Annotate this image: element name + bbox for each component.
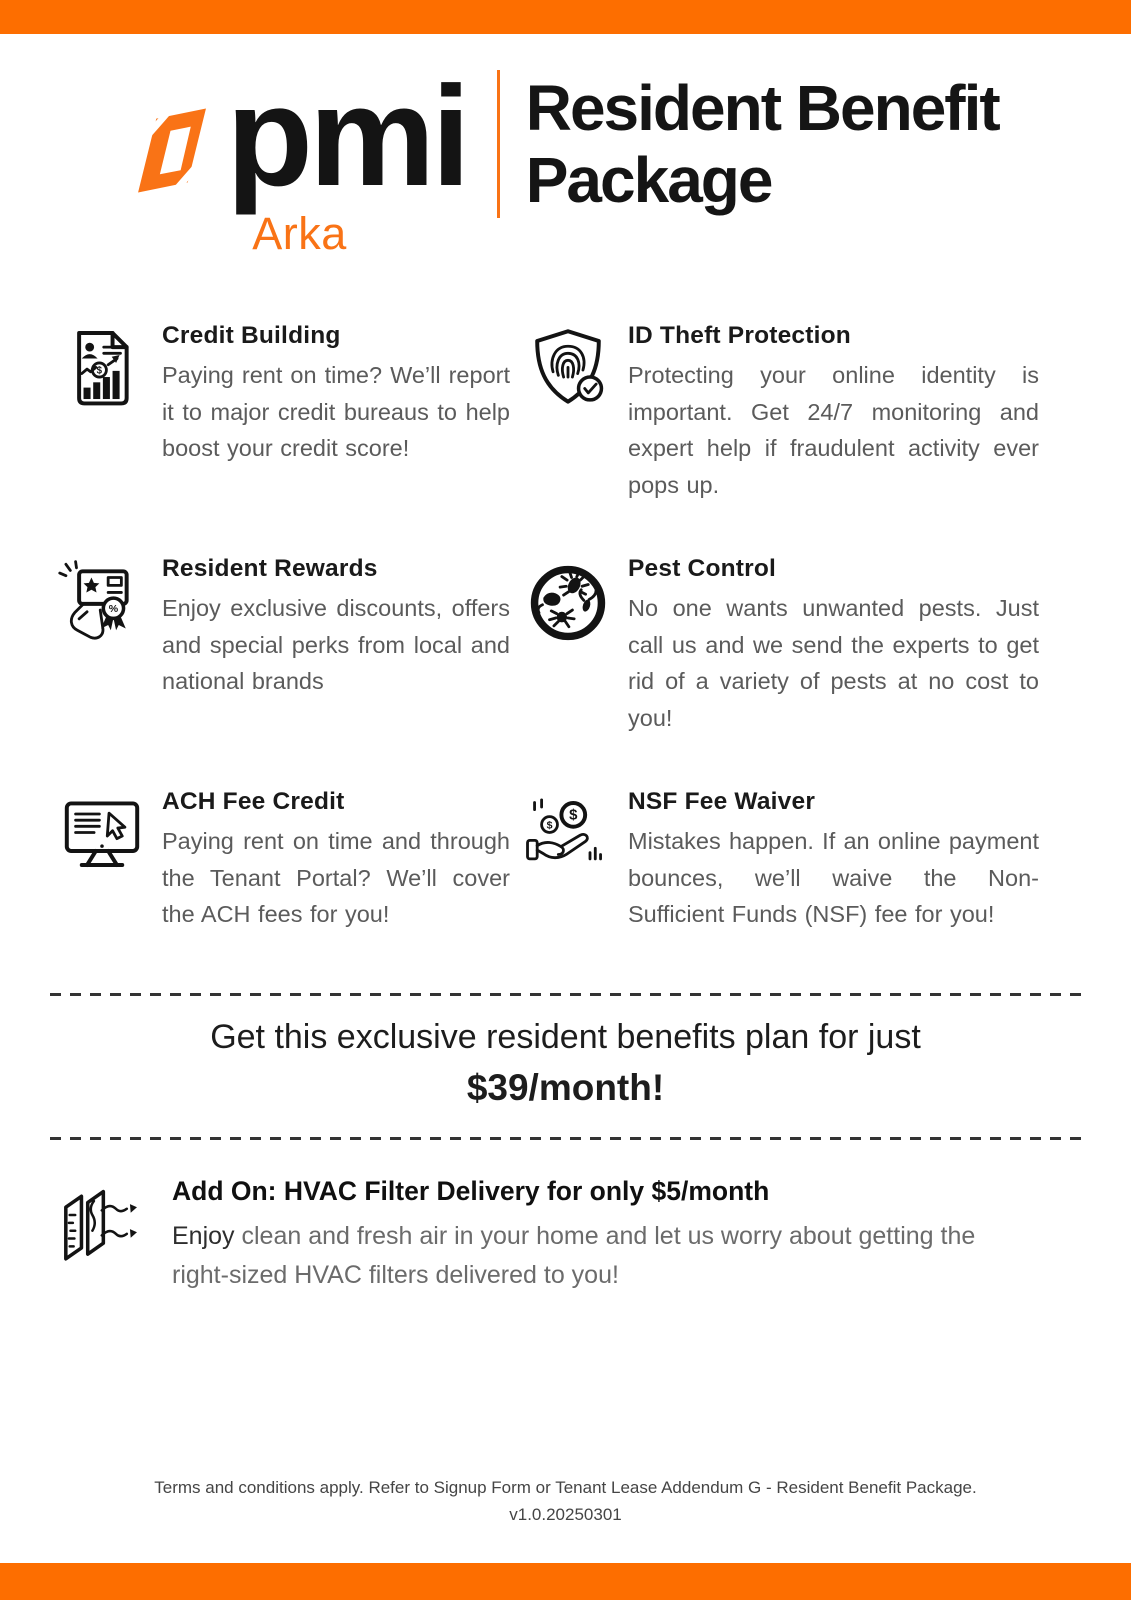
- benefit-text: [628, 788, 1039, 933]
- benefit-description: No one wants unwanted pests. Just call us and we send the experts to get rid of a variety of pests at no cost to you!: [628, 595, 1039, 731]
- credit-report-icon: [58, 322, 146, 418]
- benefit-ach-fee-credit: [58, 788, 510, 933]
- addon-text: [172, 1174, 982, 1295]
- addon-description-lead: Enjoy: [172, 1221, 235, 1250]
- svg-text:%: %: [108, 603, 119, 616]
- logo-subtext: Arka: [252, 208, 347, 259]
- footer-version: v1.0.20250301: [509, 1505, 622, 1524]
- bottom-orange-bar: [0, 1563, 1131, 1600]
- benefit-nsf-fee-waiver: [524, 788, 1039, 933]
- benefit-title: NSF Fee Waiver: [628, 788, 816, 815]
- benefit-text: [162, 555, 510, 700]
- fingerprint-shield-icon: [524, 322, 612, 418]
- benefit-description: Mistakes happen. If an online payment bounces, we’ll waive the Non-Sufficient Funds (NSF) fee for you!: [628, 828, 1039, 927]
- benefits-grid: [0, 322, 1131, 933]
- top-orange-bar: [0, 0, 1131, 34]
- addon-description: [172, 1217, 982, 1295]
- benefit-text: [162, 322, 510, 467]
- pricing-price: $39/month!: [466, 1066, 665, 1108]
- benefit-id-theft-protection: [524, 322, 1039, 503]
- pmi-logo: [132, 57, 467, 260]
- computer-portal-icon: [58, 788, 146, 884]
- page-title-line1: Resident Benefit: [525, 72, 999, 144]
- page-title: [526, 72, 999, 216]
- pmi-logo-row: [132, 57, 467, 216]
- rewards-card-icon: [58, 555, 146, 651]
- benefit-title: Pest Control: [628, 555, 777, 582]
- benefit-text: [628, 322, 1039, 503]
- logo-text: pmi: [226, 57, 467, 216]
- dashed-divider-top: [50, 993, 1081, 996]
- benefit-pest-control: [524, 555, 1039, 736]
- addon-title: Add On: HVAC Filter Delivery for only $5/month: [172, 1175, 770, 1206]
- header-divider: [497, 70, 500, 218]
- footer-terms: Terms and conditions apply. Refer to Signup Form or Tenant Lease Addendum G - Resident Benefit Package.: [154, 1478, 977, 1497]
- benefit-description: Paying rent on time? We’ll report it to major credit bureaus to help boost your credit score!: [162, 362, 510, 461]
- pricing-intro: Get this exclusive resident benefits plan for just: [210, 1017, 921, 1056]
- addon-description-rest: clean and fresh air in your home and let us worry about getting the right-sized HVAC filters delivered to you!: [172, 1221, 976, 1289]
- benefit-title: Credit Building: [162, 322, 341, 349]
- benefit-text: [162, 788, 510, 933]
- benefit-resident-rewards: [58, 555, 510, 736]
- no-pests-icon: [524, 555, 612, 651]
- benefit-description: Paying rent on time and through the Tenant Portal? We’ll cover the ACH fees for you!: [162, 828, 510, 927]
- benefit-description: Enjoy exclusive discounts, offers and special perks from local and national brands: [162, 595, 510, 694]
- svg-text:$: $: [96, 365, 103, 377]
- header: [0, 57, 1131, 260]
- benefit-credit-building: [58, 322, 510, 503]
- benefit-description: Protecting your online identity is important. Get 24/7 monitoring and expert help if fraudulent activity ever pops up.: [628, 362, 1039, 498]
- money-hand-icon: [524, 788, 612, 884]
- benefit-text: [628, 555, 1039, 736]
- benefit-title: ACH Fee Credit: [162, 788, 345, 815]
- addon-section: [0, 1140, 1131, 1295]
- svg-text:$: $: [569, 806, 578, 824]
- svg-text:$: $: [546, 819, 553, 832]
- pmi-logo-mark-icon: [132, 86, 208, 216]
- page-title-line2: Package: [525, 144, 772, 216]
- benefit-title: Resident Rewards: [162, 555, 378, 582]
- benefit-title: ID Theft Protection: [628, 322, 851, 349]
- footer: [0, 1474, 1131, 1528]
- pricing-banner: [0, 1018, 1131, 1109]
- hvac-filter-icon: [58, 1178, 144, 1274]
